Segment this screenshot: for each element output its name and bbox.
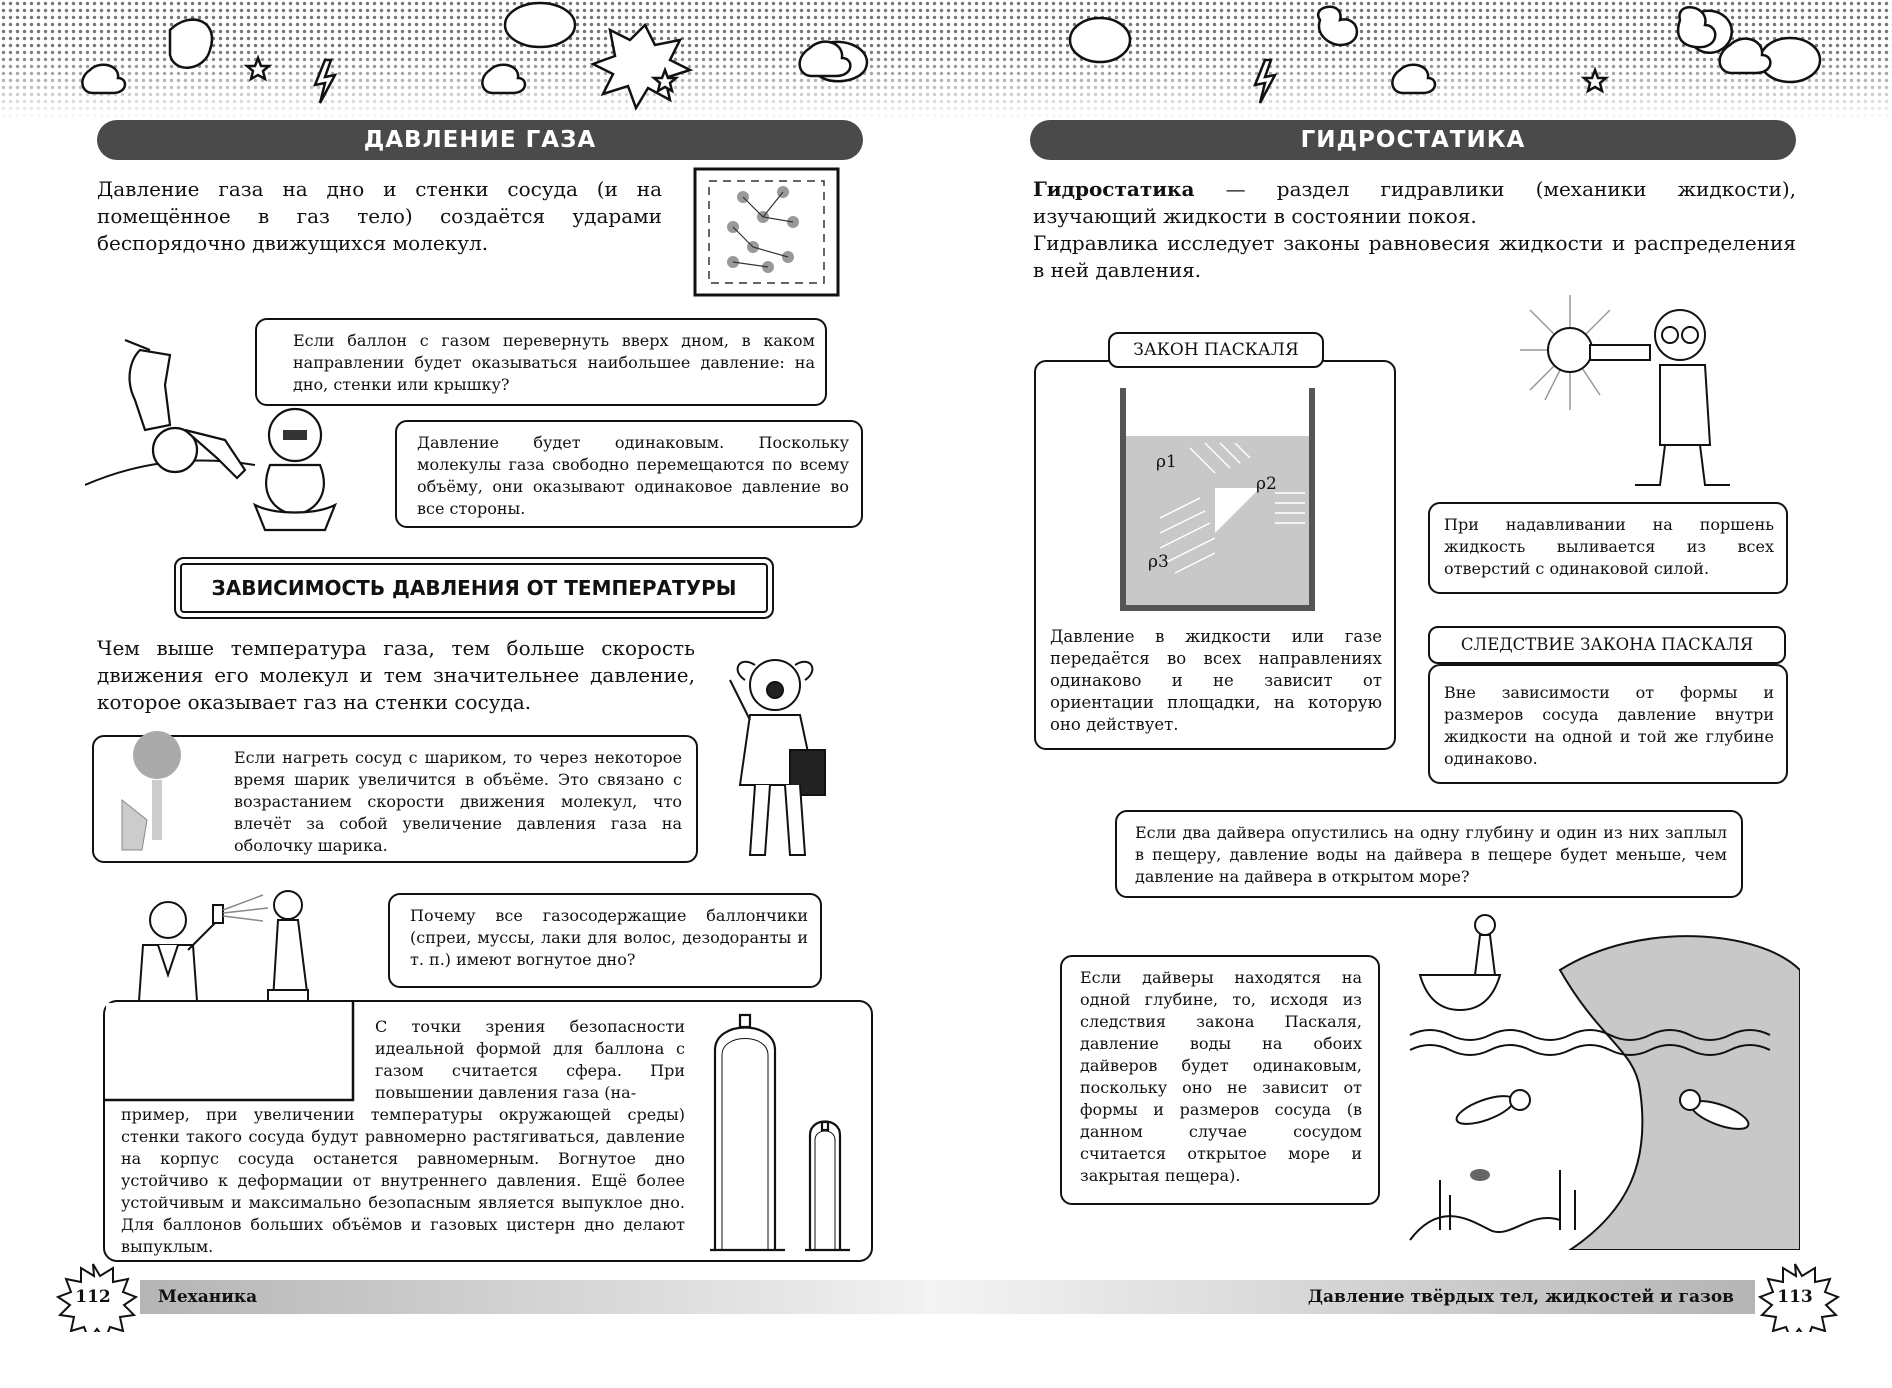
hydrostatics-term: Гидростатика bbox=[1033, 177, 1195, 201]
bubble-notch-border bbox=[103, 1000, 363, 1105]
piston-bubble bbox=[1428, 502, 1788, 594]
pascal-law-text: Давление в жидкости или газе передаётся во всех направлениях одинаково и не зависит от ориентации площадки, на которую оно действует. bbox=[1050, 627, 1382, 734]
question-bubble-spray bbox=[388, 893, 822, 988]
temperature-subtitle-box bbox=[180, 563, 768, 613]
pascal-law-label: ЗАКОН ПАСКАЛЯ bbox=[1133, 340, 1299, 360]
question-flip-text: Если баллон с газом перевернуть вверх дном, в каком направлении будет оказываться наибольшее давление: на дно, стенки или крышку? bbox=[293, 331, 815, 394]
pressure-p1-label: ρ1 bbox=[1156, 452, 1177, 472]
doodle-decorations bbox=[0, 0, 1892, 120]
right-page-title: ГИДРОСТАТИКА bbox=[1030, 120, 1796, 160]
answer-divers-text: Если дайверы находятся на одной глубине, то, исходя из следствия закона Паскаля, давление воды на обоих дайверов будет одинаковым, поскольку оно не зависит от формы и размеров сосуда (в данном случае сосудом считается открытое море и закрытая пещера). bbox=[1080, 968, 1362, 1185]
pascal-law-label-box bbox=[1108, 332, 1324, 368]
balloon-text: Если нагреть сосуд с шариком, то через некоторое время шарик увеличится в объёме. Это связано с возрастанием скорости движения молекул, что влечёт за собой увеличение давления газа на оболочку шарика. bbox=[234, 748, 682, 855]
flask-balloon-icon bbox=[112, 725, 187, 855]
pressure-p2-label: ρ2 bbox=[1256, 474, 1277, 494]
hydrostatics-intro bbox=[1033, 176, 1796, 230]
answer-spray-text-bottom: пример, при увеличении температуры окружающей среды) стенки такого сосуда будут равномерно растягиваться, давление на корпус сосуда останется равномерным. Вогнутое дно устойчиво к деформации от внутреннего давления. Ещё более устойчивым и максимально безопасным является выпуклое дно. Для баллонов больших объёмов и газовых цистерн дно делают выпуклым. bbox=[121, 1105, 685, 1256]
question-bubble-flip bbox=[255, 318, 827, 406]
page-number-left: 112 bbox=[75, 1287, 111, 1307]
answer-bubble-divers bbox=[1060, 955, 1380, 1205]
temperature-subtitle: ЗАВИСИМОСТЬ ДАВЛЕНИЯ ОТ ТЕМПЕРАТУРЫ bbox=[211, 576, 737, 600]
temperature-text: Чем выше температура газа, тем больше скорость движения его молекул и тем значительнее давление, которое оказывает газ на стенки сосуда. bbox=[97, 636, 695, 714]
gas-pressure-intro: Давление газа на дно и стенки сосуда (и на помещённое в газ тело) создаётся ударами беспорядочно движущихся молекул. bbox=[97, 177, 662, 255]
pascal-vessel-diagram bbox=[1115, 388, 1320, 613]
pressure-p3-label: ρ3 bbox=[1148, 552, 1169, 572]
hydrostatics-definition: — раздел гидравлики (механики жидкости), изучающий жидкости в состоянии покоя. bbox=[1033, 177, 1796, 228]
consequence-label: СЛЕДСТВИЕ ЗАКОНА ПАСКАЛЯ bbox=[1460, 635, 1754, 654]
footer-section-right: Давление твёрдых тел, жидкостей и газов bbox=[1307, 1287, 1734, 1307]
piston-text: При надавливании на поршень жидкость выливается из всех отверстий с одинаковой силой. bbox=[1444, 515, 1774, 578]
question-bubble-divers bbox=[1115, 810, 1743, 898]
question-spray-text: Почему все газосодержащие баллончики (спреи, муссы, лаки для волос, дезодоранты и т. п.) имеют вогнутое дно? bbox=[410, 906, 808, 969]
consequence-text: Вне зависимости от формы и размеров сосуда давление внутри жидкости на одной и той же глубине одинаково. bbox=[1444, 683, 1774, 768]
answer-spray-text-top: С точки зрения безопасности идеальной формой для баллона с газом считается сфера. При повышении давления газа (на- bbox=[375, 1017, 685, 1102]
clown-professor-illustration bbox=[720, 640, 850, 860]
gas-molecules-diagram bbox=[693, 167, 840, 297]
hydraulics-text: Гидравлика исследует законы равновесия жидкости и распределения в ней давления. bbox=[1033, 231, 1796, 282]
footer-section-left: Механика bbox=[158, 1287, 258, 1307]
answer-bubble-flip bbox=[395, 420, 863, 528]
divers-cave-illustration bbox=[1400, 900, 1800, 1250]
gas-cylinders-illustration bbox=[710, 1010, 860, 1255]
boy-pascal-sphere-illustration bbox=[1510, 290, 1760, 500]
consequence-box bbox=[1428, 664, 1788, 784]
footer-bar-left bbox=[140, 1280, 965, 1314]
consequence-label-box bbox=[1428, 626, 1786, 664]
left-page-title: ДАВЛЕНИЕ ГАЗА bbox=[97, 120, 863, 160]
answer-flip-text: Давление будет одинаковым. Поскольку молекулы газа свободно перемещаются по всему объёму, они оказывают одинаковое давление во все стороны. bbox=[417, 433, 849, 518]
page-number-right: 113 bbox=[1777, 1287, 1813, 1307]
question-divers-text: Если два дайвера опустились на одну глубину и один из них заплыл в пещеру, давление воды на дайвера в пещере будет меньше, чем давление на дайвера в открытом море? bbox=[1135, 823, 1727, 886]
